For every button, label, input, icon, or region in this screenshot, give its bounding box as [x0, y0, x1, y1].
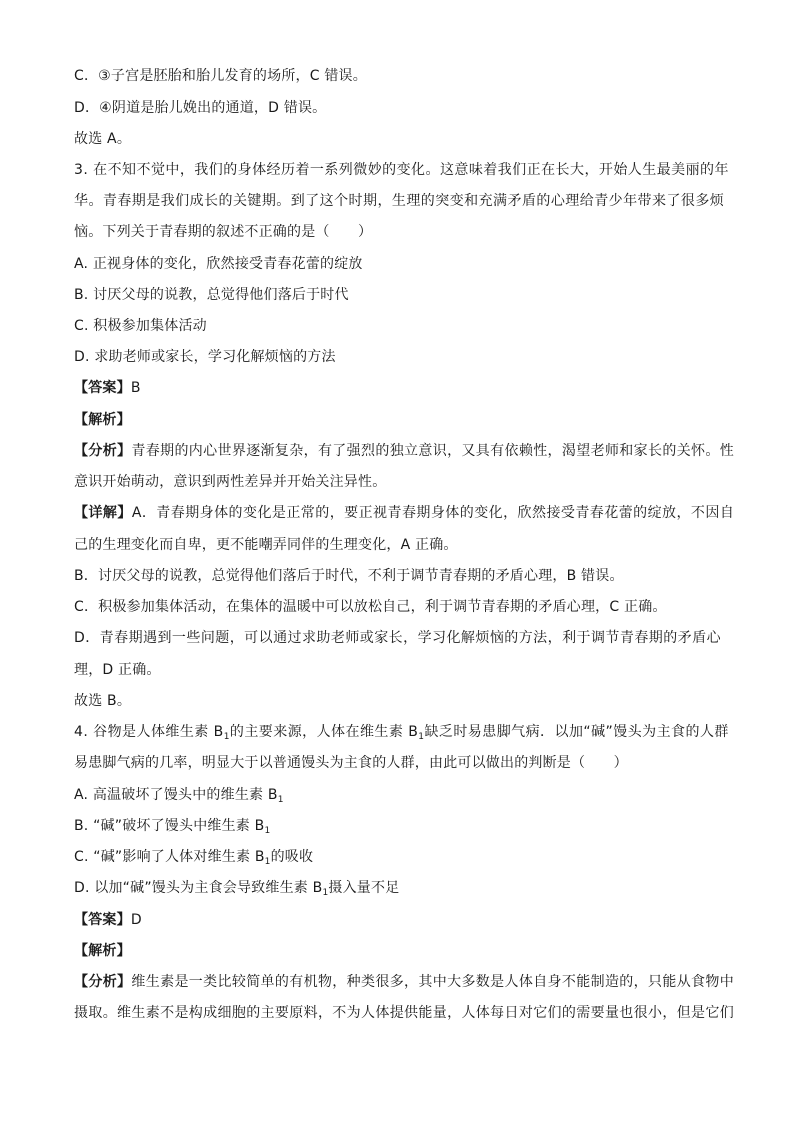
option-d-explanation: D．④阴道是胎儿娩出的通道，D 错误。 — [74, 100, 327, 116]
question-4-stem: 易患脚气病的几率，明显大于以普通馒头为主食的人群，由此可以做出的判断是（ ） — [74, 755, 628, 771]
analysis-paragraph: 意识开始萌动，意识到两性差异并开始关注异性。 — [74, 474, 387, 490]
detail-option-b: B．讨厌父母的说教，总觉得他们落后于时代，不利于调节青春期的矛盾心理，B 错误。 — [74, 568, 624, 584]
detail-option-d: D．青春期遇到一些问题，可以通过求助老师或家长，学习化解烦恼的方法，利于调节青春期的矛盾心 — [74, 630, 722, 646]
question-3-stem: 恼。下列关于青春期的叙述不正确的是（ ） — [74, 224, 373, 240]
answer-label: 【答案】D — [74, 912, 142, 928]
analysis-paragraph: 摄取。维生素不是构成细胞的主要原料，不为人体提供能量，人体每日对它们的需要量也很小，但是它们 — [74, 1005, 735, 1021]
detail-paragraph: 【详解】A．青春期身体的变化是正常的，要正视青春期身体的变化，欣然接受青春花蕾的绽放，不因自 — [74, 505, 735, 521]
analysis-paragraph: 【分析】维生素是一类比较简单的有机物，种类很多，其中大多数是人体自身不能制造的，只能从食物中 — [74, 974, 735, 990]
choice-conclusion: 故选 A。 — [74, 131, 132, 147]
question-4-stem: 4. 谷物是人体维生素 $B_1$的主要来源，人体在维生素 $B_1$缺乏时易患脚气病．以加“碱”馒头为主食的人群 — [74, 724, 729, 742]
option-c-explanation: C．③子宫是胚胎和胎儿发育的场所，C 错误。 — [74, 68, 367, 84]
question-3-stem: 华。青春期是我们成长的关键期。到了这个时期，生理的突变和充满矛盾的心理给青少年带来了很多烦 — [74, 193, 725, 209]
question-3-option-d: D. 求助老师或家长，学习化解烦恼的方法 — [74, 349, 336, 365]
question-4-option-c: C. “碱”影响了人体对维生素 $B_1$的吸收 — [74, 849, 314, 867]
detail-option-d: 理，D 正确。 — [74, 662, 161, 678]
analysis-paragraph: 【分析】青春期的内心世界逐渐复杂，有了强烈的独立意识，又具有依赖性，渴望老师和家长的关怀。性 — [74, 443, 735, 459]
question-4-option-a: A. 高温破坏了馒头中的维生素 $B_1$ — [74, 787, 284, 805]
analysis-label: 【解析】 — [74, 943, 131, 959]
answer-label: 【答案】B — [74, 380, 141, 396]
question-3-stem: 3. 在不知不觉中，我们的身体经历着一系列微妙的变化。这意味着我们正在长大，开始人生最美丽的年 — [74, 162, 729, 178]
question-3-option-a: A. 正视身体的变化，欣然接受青春花蕾的绽放 — [74, 256, 363, 272]
question-3-option-c: C. 积极参加集体活动 — [74, 318, 207, 334]
question-4-option-d: D. 以加“碱”馒头为主食会导致维生素 $B_1$摄入量不足 — [74, 880, 400, 898]
question-4-option-b: B. “碱”破坏了馒头中维生素 $B_1$ — [74, 818, 271, 836]
question-3-option-b: B. 讨厌父母的说教，总觉得他们落后于时代 — [74, 287, 349, 303]
analysis-label: 【解析】 — [74, 412, 131, 428]
choice-conclusion: 故选 B。 — [74, 693, 132, 709]
detail-paragraph: 己的生理变化而自卑，更不能嘲弄同伴的生理变化，A 正确。 — [74, 537, 458, 553]
detail-option-c: C．积极参加集体活动，在集体的温暖中可以放松自己，利于调节青春期的矛盾心理，C 正确。 — [74, 599, 667, 615]
